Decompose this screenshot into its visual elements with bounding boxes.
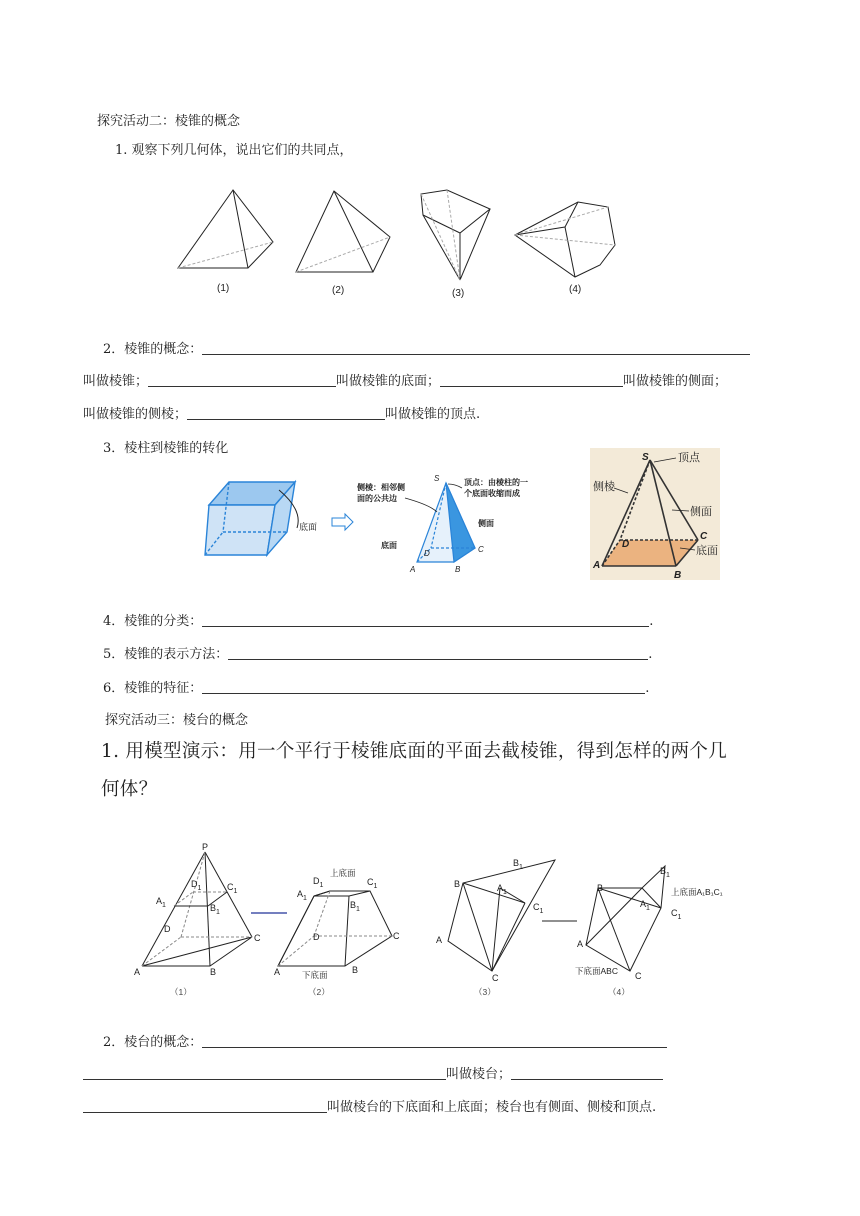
svg-text:A1: $A_1$	[640, 899, 650, 912]
q2-text-a: 叫做棱锥；	[83, 374, 149, 389]
section3-question-1-line1: 1. 用模型演示：用一个平行于棱锥底面的平面去截棱锥，得到怎样的两个几	[101, 741, 728, 762]
section3-q2-line3	[83, 1096, 656, 1115]
frustum-top-base-label: 上底面	[330, 868, 356, 878]
base-blank[interactable]	[148, 372, 336, 387]
frustum-q2-text-b: 叫做棱台的下底面和上底面；棱台也有侧面、侧棱和顶点.	[327, 1100, 657, 1115]
diagram-point-c: C	[478, 545, 484, 554]
svg-text:D: D	[313, 932, 320, 942]
svg-text:C: C	[492, 973, 499, 983]
prism-to-pyramid-diagram	[205, 470, 565, 580]
diagram-apex-label: 顶点：由棱柱的一	[464, 478, 528, 487]
frustum-label-1: （1）	[170, 987, 192, 997]
photo-lateral-edge-label: 侧棱	[593, 481, 615, 493]
svg-text:C: C	[635, 971, 642, 981]
q5-text: 5．棱锥的表示方法：	[103, 647, 229, 662]
frustum-label-3: （3）	[474, 987, 496, 997]
frustum-bottom-base-label: 下底面	[302, 970, 328, 980]
section2-question-5	[103, 643, 652, 662]
diagram-lateral-edge-label2: 面的公共边	[357, 494, 397, 503]
pyramid-label-3: (3)	[452, 288, 465, 299]
diagram-lateral-face-label: 侧面	[478, 519, 494, 528]
svg-text:C: C	[254, 933, 261, 943]
q2-text-d: 叫做棱锥的侧棱；	[83, 407, 188, 422]
concept-blank[interactable]	[202, 340, 750, 355]
pyramid-label-1: (1)	[217, 283, 230, 294]
photo-point-s: S	[642, 452, 649, 463]
diagram-base-label-2: 底面	[381, 541, 397, 550]
svg-text:A: A	[134, 967, 141, 977]
diagram-point-a: A	[410, 565, 416, 574]
section2-question-3: 3．棱柱到棱锥的转化	[103, 441, 229, 456]
photo-base-label: 底面	[696, 545, 718, 557]
pyramid-label-2: (2)	[332, 285, 345, 296]
svg-text:B: B	[597, 883, 604, 893]
q4-text: 4．棱锥的分类：	[103, 614, 203, 629]
diagram-point-b: B	[455, 565, 461, 574]
photo-point-b: B	[674, 570, 682, 581]
section3-q2-line2	[83, 1063, 663, 1082]
svg-text:A: A	[436, 935, 443, 945]
diagram-point-d: D	[424, 549, 430, 558]
pyramid-photo	[590, 448, 720, 580]
frustum-bottom-base-abc-label: 下底面ABC	[575, 966, 618, 976]
frustum-label-4: （4）	[608, 987, 630, 997]
svg-text:A: A	[577, 939, 584, 949]
q4-period: .	[649, 614, 654, 629]
pyramid-figures	[170, 185, 630, 305]
diagram-base-label: 底面	[299, 522, 318, 532]
svg-text:A: A	[274, 967, 281, 977]
photo-apex-label: 顶点	[678, 452, 700, 464]
frustum-blank-3[interactable]	[511, 1065, 663, 1080]
svg-text:P: P	[202, 842, 209, 852]
svg-text:B1: $B_1$	[210, 903, 220, 916]
frustum-blank-2[interactable]	[83, 1065, 446, 1080]
svg-text:C1: $C_1$	[671, 908, 682, 921]
frustum-q2-text-a: 叫做棱台；	[446, 1067, 512, 1082]
svg-text:A1: $A_1$	[297, 889, 307, 902]
diagram-apex-label2: 个底面收缩而成	[464, 489, 520, 498]
section2-question-1: 1. 观察下列几何体，说出它们的共同点，	[115, 143, 353, 158]
lateral-face-blank[interactable]	[440, 372, 623, 387]
q6-text: 6．棱锥的特征：	[103, 681, 203, 696]
svg-text:C: C	[393, 931, 400, 941]
section2-question-6	[103, 677, 649, 696]
frustum-q2-prefix: 2．棱台的概念：	[103, 1035, 203, 1050]
q2-text-c: 叫做棱锥的侧面；	[623, 374, 728, 389]
notation-blank[interactable]	[228, 645, 648, 660]
q5-period: .	[648, 647, 653, 662]
diagram-point-s: S	[434, 474, 440, 483]
photo-point-a: A	[593, 560, 601, 571]
photo-lateral-face-label: 侧面	[690, 506, 712, 518]
svg-text:C1: $C_1$	[227, 882, 238, 895]
diagram-lateral-edge-label: 侧棱：相邻侧	[357, 483, 405, 492]
photo-point-c: C	[700, 531, 708, 542]
frustum-figures	[130, 838, 740, 1003]
section3-title: 探究活动三：棱台的概念	[105, 713, 249, 728]
features-blank[interactable]	[202, 679, 645, 694]
svg-text:C1: $C_1$	[367, 877, 378, 890]
section3-question-2	[103, 1031, 667, 1050]
svg-text:D1: $D_1$	[191, 879, 202, 892]
pyramid-label-4: (4)	[569, 284, 582, 295]
frustum-blank-4[interactable]	[83, 1098, 327, 1113]
frustum-top-base-abc-label: 上底面A₁B₁C₁	[671, 887, 723, 897]
svg-text:B1: $B_1$	[350, 900, 360, 913]
section3-question-1-line2: 何体？	[101, 779, 158, 800]
section2-q2-line2	[83, 370, 727, 389]
q2-text-b: 叫做棱锥的底面；	[336, 374, 441, 389]
svg-text:B: B	[210, 967, 217, 977]
q2-prefix: 2．棱锥的概念：	[103, 342, 203, 357]
svg-text:B: B	[352, 965, 359, 975]
svg-text:C1: $C_1$	[533, 902, 544, 915]
section2-question-4	[103, 610, 653, 629]
section2-title: 探究活动二：棱锥的概念	[97, 114, 241, 129]
q2-text-e: 叫做棱锥的顶点.	[385, 407, 481, 422]
svg-text:A1: $A_1$	[497, 883, 507, 896]
frustum-concept-blank[interactable]	[202, 1033, 667, 1048]
svg-text:D: D	[164, 924, 171, 934]
svg-text:A1: $A_1$	[156, 896, 166, 909]
section2-q2-line3	[83, 403, 480, 422]
svg-text:B1: $B_1$	[513, 858, 523, 871]
apex-blank[interactable]	[187, 405, 385, 420]
frustum-label-2: （2）	[308, 987, 330, 997]
classification-blank[interactable]	[202, 612, 649, 627]
section2-question-2	[103, 338, 750, 357]
svg-text:D1: $D_1$	[313, 876, 324, 889]
svg-text:B: B	[454, 879, 461, 889]
svg-text:B1: $B_1$	[660, 866, 670, 879]
photo-point-d: D	[622, 539, 630, 550]
q6-period: .	[645, 681, 650, 696]
arrow-icon	[332, 514, 353, 530]
